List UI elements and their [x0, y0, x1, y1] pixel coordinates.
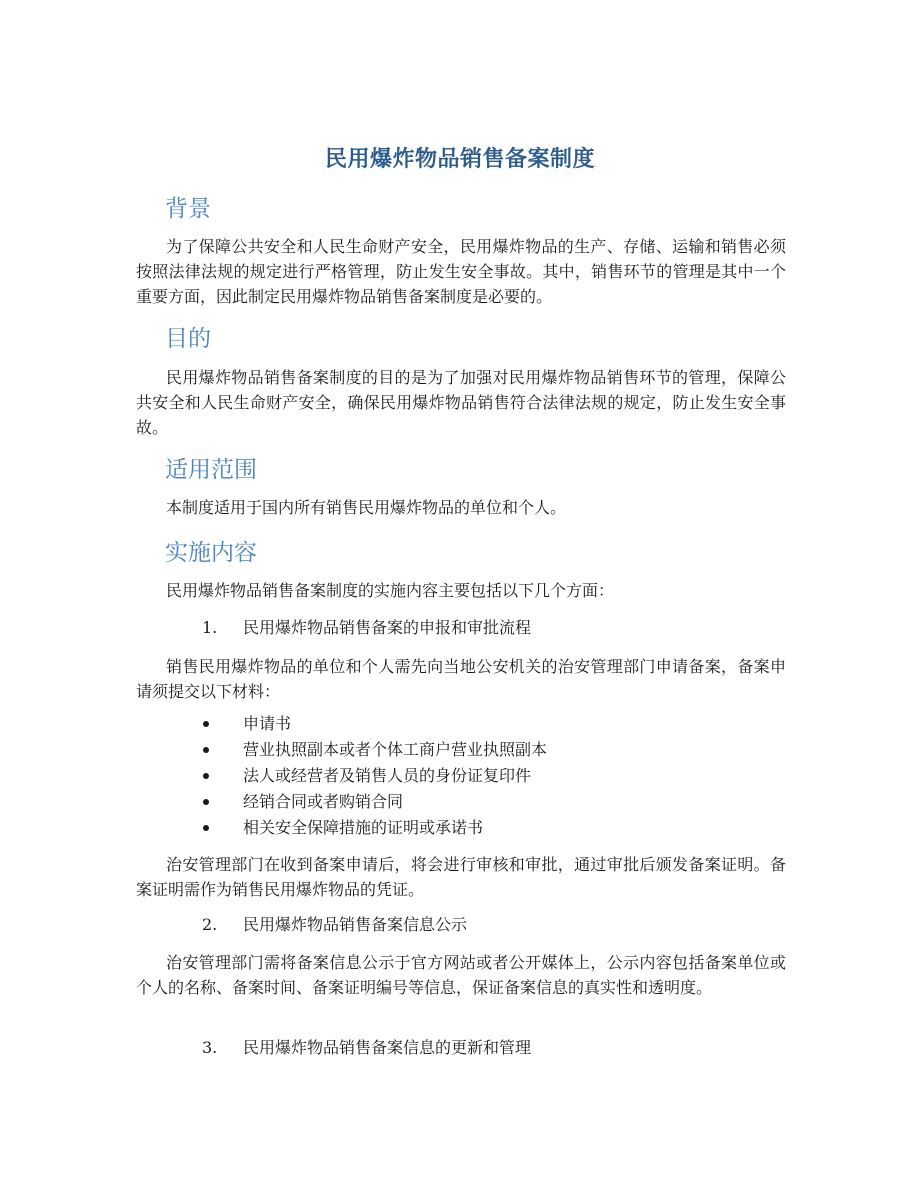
document-title: 民用爆炸物品销售备案制度: [324, 147, 595, 172]
heading-purpose: 目的: [165, 326, 211, 352]
heading-background: 背景: [165, 196, 211, 222]
list-item-label: 民用爆炸物品销售备案信息的更新和管理: [243, 1038, 532, 1057]
bullet-icon: [203, 721, 209, 727]
bullet-icon: [203, 747, 209, 753]
list-item-label: 民用爆炸物品销售备案信息公示: [243, 915, 468, 934]
list-item-number: 3.: [202, 1038, 218, 1057]
paragraph-background: 为了保障公共安全和人民生命财产安全，民用爆炸物品的生产、存储、运输和销售必须按照法律法规的规定进行严格管理，防止发生安全事故。其中，销售环节的管理是其中一个重要方面，因此制定民用爆炸物品销售备案制度是必要的。: [136, 237, 786, 306]
material-item: 申请书: [243, 714, 292, 733]
list-item-label: 民用爆炸物品销售备案的申报和审批流程: [243, 618, 532, 637]
paragraph-implementation-intro: 民用爆炸物品销售备案制度的实施内容主要包括以下几个方面：: [166, 581, 615, 600]
paragraph-purpose: 民用爆炸物品销售备案制度的目的是为了加强对民用爆炸物品销售环节的管理，保障公共安全和人民生命财产安全，确保民用爆炸物品销售符合法律法规的规定，防止发生安全事故。: [136, 368, 786, 437]
heading-implementation: 实施内容: [165, 540, 257, 566]
paragraph-item1-after: 治安管理部门在收到备案申请后，将会进行审核和审批，通过审批后颁发备案证明。备案证明需作为销售民用爆炸物品的凭证。: [136, 855, 786, 899]
material-item: 经销合同或者购销合同: [243, 792, 404, 811]
bullet-icon: [203, 825, 209, 831]
bullet-icon: [203, 799, 209, 805]
material-item: 营业执照副本或者个体工商户营业执照副本: [243, 740, 548, 759]
material-item: 法人或经营者及销售人员的身份证复印件: [243, 766, 532, 785]
heading-scope: 适用范围: [165, 457, 257, 483]
paragraph-scope: 本制度适用于国内所有销售民用爆炸物品的单位和个人。: [166, 498, 567, 517]
list-item-number: 2.: [202, 915, 218, 934]
material-item: 相关安全保障措施的证明或承诺书: [243, 818, 484, 837]
paragraph-item1-text: 销售民用爆炸物品的单位和个人需先向当地公安机关的治安管理部门申请备案，备案申请须提交以下材料：: [136, 657, 786, 701]
paragraph-item2-text: 治安管理部门需将备案信息公示于官方网站或者公开媒体上，公示内容包括备案单位或个人的名称、备案时间、备案证明编号等信息，保证备案信息的真实性和透明度。: [136, 953, 786, 997]
list-item-number: 1.: [202, 618, 218, 637]
bullet-icon: [203, 773, 209, 779]
